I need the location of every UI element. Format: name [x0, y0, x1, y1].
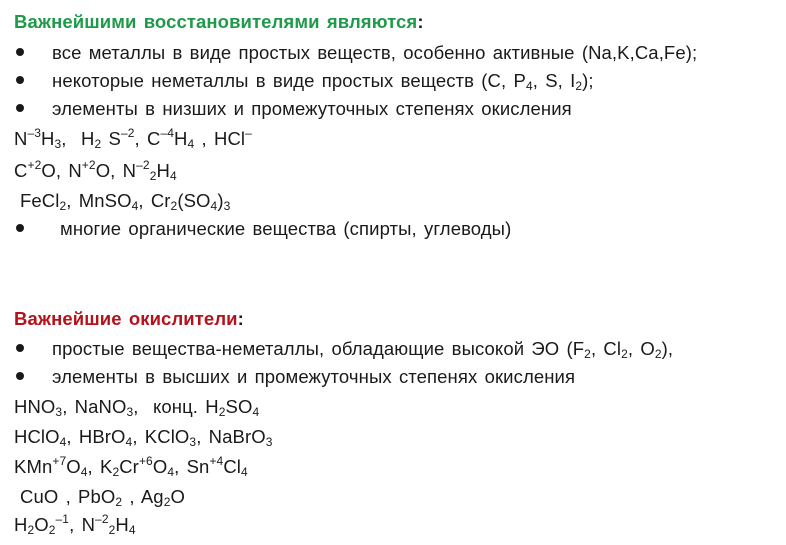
high-oxidation-text: элементы в высших и промежуточных степенях окисления	[52, 366, 576, 387]
subscript: 2	[584, 347, 591, 361]
bullet-icon	[16, 104, 24, 112]
low-oxidation-text: элементы в низших и промежуточных степенях окисления	[52, 98, 572, 119]
bullet-icon	[16, 372, 24, 380]
reducers-bullet-nonmetals	[14, 70, 594, 92]
bullet-icon	[16, 76, 24, 84]
ox-nonmetals-text-c: , O	[627, 338, 655, 359]
oxidizers-bullet-nonmetals	[14, 338, 673, 360]
ox-nonmetals-text-b: , Cl	[590, 338, 622, 359]
reducers-formula-line-1: $N^{-3}H_3$, $H_2$ $S^{-2}$, $C^{-4}H_4$ , HCl–	[14, 126, 252, 151]
reducers-heading	[14, 11, 424, 33]
conc-label: конц.	[153, 396, 199, 417]
reducers-bullet-metals	[14, 42, 697, 64]
oxidizers-formula-line-4: CuO , PbO$_2$ , $Ag_2O$	[20, 486, 185, 509]
bullet-icon	[16, 344, 24, 352]
reducers-bullet-metals-text: все металлы в виде простых веществ, особенно активные (Na,K,Ca,Fe);	[52, 42, 698, 63]
subscript: 2	[621, 347, 628, 361]
subscript: 4	[525, 79, 533, 93]
ox-nonmetals-text-a: простые вещества-неметаллы, обладающие высокой ЭО (F	[52, 338, 585, 359]
oxidizers-heading-colon: :	[237, 308, 244, 329]
nonmetals-text-b: , S, I	[532, 70, 576, 91]
reducers-formula-line-2: $C^{+2}O$, $N^{+2}O$, $N^{-2}_2H_4$	[14, 158, 177, 183]
oxidizers-formula-line-5: $H_2O_2^{-1}$, $N^{-2}_2H_4$	[14, 512, 136, 537]
oxidizers-heading-text: Важнейшие окислители	[14, 308, 238, 329]
oxidizers-formula-line-1: $HNO_3$, NaNO$_3$, конц. $H_2SO_4$	[14, 396, 260, 419]
subscript: 2	[654, 347, 662, 361]
reducers-formula-line-3: FeCl$_2$, MnSO$_4$, $Cr_2(SO_4)_3$	[20, 190, 231, 213]
reducers-heading-text: Важнейшими восстановителями являются	[14, 11, 418, 32]
oxidizers-bullet-high-oxidation	[14, 366, 575, 388]
nonmetals-text-c: );	[582, 70, 594, 91]
oxidizers-formula-line-3: $KMn^{+7}O_4$, $K_2Cr^{+6}O_4$, $Sn^{+4}Cl_4$	[14, 454, 248, 479]
oxidizers-formula-line-2: HClO$_4$, HBrO$_4$, KClO$_3$, NaBrO$_3$	[14, 426, 273, 449]
organic-text: многие органические вещества (спирты, углеводы)	[60, 218, 512, 239]
subscript: 2	[575, 79, 583, 93]
reducers-heading-colon: :	[417, 11, 424, 32]
bullet-icon	[16, 48, 24, 56]
reducers-bullet-organic	[14, 218, 511, 240]
reducers-bullet-low-oxidation	[14, 98, 572, 120]
bullet-icon	[16, 224, 24, 232]
nonmetals-text-a: некоторые неметаллы в виде простых веществ (C, P	[52, 70, 526, 91]
oxidizers-heading	[14, 308, 244, 330]
ox-nonmetals-text-d: ),	[661, 338, 674, 359]
